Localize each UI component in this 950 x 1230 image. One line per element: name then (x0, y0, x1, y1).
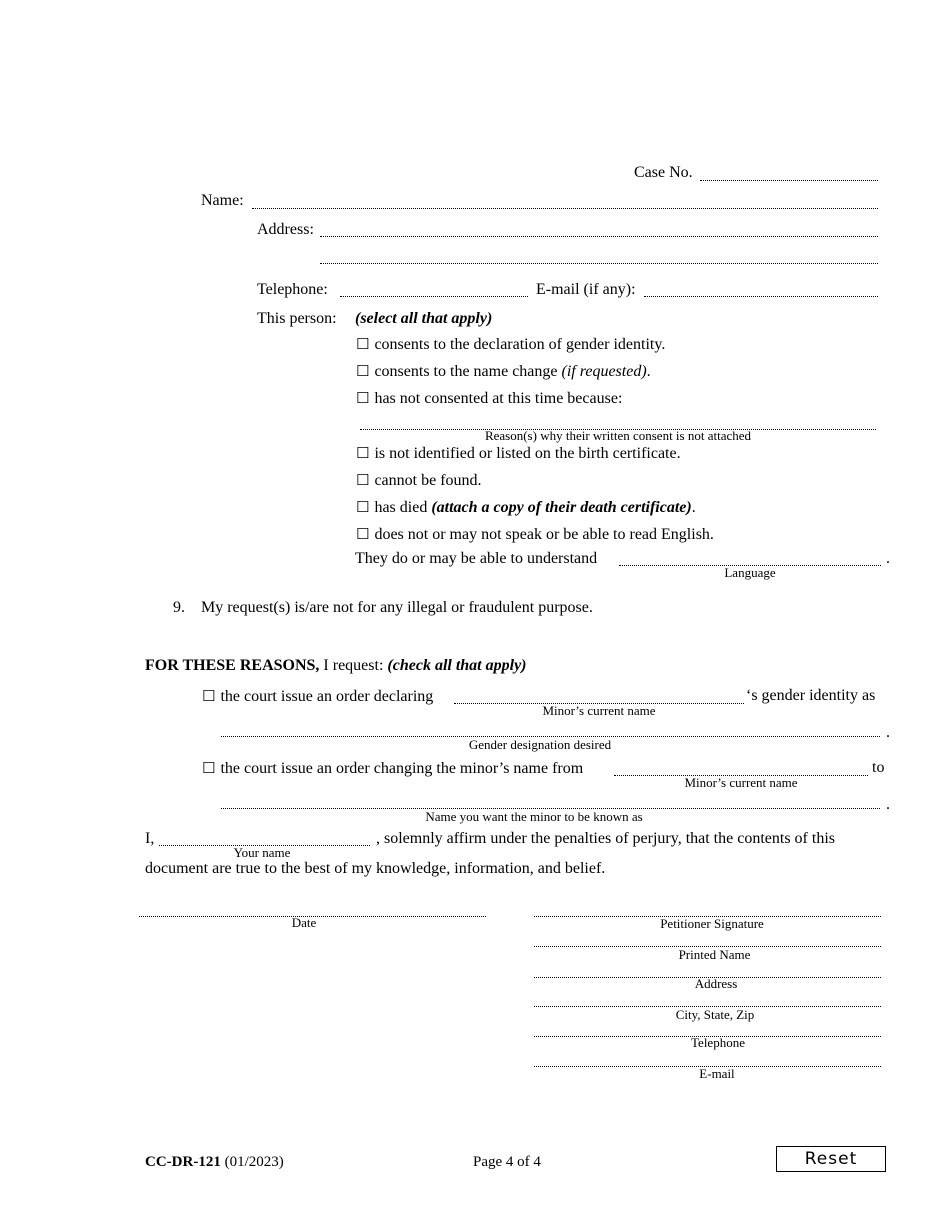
period: . (886, 724, 890, 741)
request-declare (202, 687, 433, 706)
name-label: Name: (201, 192, 244, 209)
checkbox-icon[interactable]: ☐ (356, 335, 370, 353)
your-name-caption: Your name (233, 845, 291, 860)
petitioner-signature-caption: Petitioner Signature (660, 916, 764, 931)
case-no-label: Case No. (634, 164, 693, 181)
gender-identity-as-text: ‘s gender identity as (746, 687, 876, 704)
checkbox-icon[interactable]: ☐ (356, 498, 370, 516)
minor-current-name-caption: Minor’s current name (542, 703, 656, 718)
affirm-text: , solemnly affirm under the penalties of perjury, that the contents of this (376, 830, 835, 847)
understand-text: They do or may be able to understand (355, 550, 598, 567)
page-number: Page 4 of 4 (473, 1154, 541, 1170)
request-name-change-label: the court issue an order changing the minor’s name from (220, 760, 584, 777)
option-cannot-be-found (356, 471, 482, 490)
telephone-input[interactable] (340, 296, 528, 297)
city-state-zip-caption: City, State, Zip (675, 1007, 755, 1022)
telephone-label: Telephone: (257, 281, 328, 298)
option-label: consents to the name change (374, 363, 558, 380)
form-id (145, 1154, 284, 1171)
option-consents-declaration (356, 335, 665, 354)
reasons-heading-bold: FOR THESE REASONS, (145, 657, 320, 674)
this-person-label: This person: (257, 310, 337, 327)
reasons-check-note: (check all that apply) (387, 657, 527, 674)
checkbox-icon[interactable]: ☐ (356, 471, 370, 489)
option-label: consents to the declaration of gender identity. (374, 336, 666, 353)
gender-designation-caption: Gender designation desired (468, 737, 612, 752)
affirm-i: I, (145, 830, 155, 847)
affirm-text-2: document are true to the best of my knowledge, information, and belief. (145, 860, 606, 877)
address-input-1[interactable] (320, 236, 878, 237)
option-has-died: ☐ has died (attach a copy of their death certificate). (356, 498, 696, 516)
option-not-consented (356, 389, 622, 408)
option-consents-name-change: ☐ consents to the name change (if requested). (356, 362, 651, 380)
minor-current-name-caption-2: Minor’s current name (684, 775, 798, 790)
signature-telephone-caption: Telephone (691, 1035, 745, 1050)
language-caption: Language (724, 565, 776, 580)
item-9-number: 9. (173, 599, 185, 616)
option-label: has died (374, 499, 428, 516)
option-not-identified (356, 444, 681, 463)
option-label: cannot be found. (374, 472, 482, 489)
item-9-text: My request(s) is/are not for any illegal or fraudulent purpose. (201, 599, 593, 616)
email-input[interactable] (644, 296, 878, 297)
to-text: to (872, 759, 885, 776)
new-name-caption: Name you want the minor to be known as (425, 809, 643, 824)
date-caption: Date (291, 915, 317, 930)
option-label: has not consented at this time because: (374, 390, 623, 407)
option-label: is not identified or listed on the birth certificate. (374, 445, 681, 462)
checkbox-icon[interactable]: ☐ (356, 525, 370, 543)
email-label: E-mail (if any): (536, 281, 636, 298)
printed-name-caption: Printed Name (678, 947, 751, 962)
option-note: (if requested) (561, 363, 647, 380)
checkbox-icon[interactable]: ☐ (356, 362, 370, 380)
signature-email-caption: E-mail (699, 1066, 735, 1081)
address-input-2[interactable] (320, 263, 878, 264)
reason-caption: Reason(s) why their written consent is not attached (484, 428, 752, 443)
reset-button[interactable]: Reset (776, 1146, 886, 1172)
option-label: does not or may not speak or be able to read English. (374, 526, 714, 543)
period: . (886, 796, 890, 813)
reasons-request: I request: (323, 657, 384, 674)
reasons-heading (145, 657, 527, 675)
checkbox-icon[interactable]: ☐ (202, 759, 216, 777)
checkbox-icon[interactable]: ☐ (356, 444, 370, 462)
form-id-code: CC-DR-121 (145, 1154, 221, 1170)
checkbox-icon[interactable]: ☐ (356, 389, 370, 407)
select-all-note: (select all that apply) (355, 310, 493, 327)
signature-address-caption: Address (694, 976, 738, 991)
checkbox-icon[interactable]: ☐ (202, 687, 216, 705)
period: . (886, 550, 890, 567)
case-no-input[interactable] (700, 180, 878, 181)
request-name-change (202, 759, 583, 778)
address-label: Address: (257, 221, 314, 238)
option-no-english (356, 525, 714, 544)
request-declare-label: the court issue an order declaring (220, 688, 434, 705)
name-input[interactable] (252, 208, 878, 209)
form-id-date: (01/2023) (224, 1154, 284, 1170)
option-note: (attach a copy of their death certificate) (431, 499, 692, 516)
